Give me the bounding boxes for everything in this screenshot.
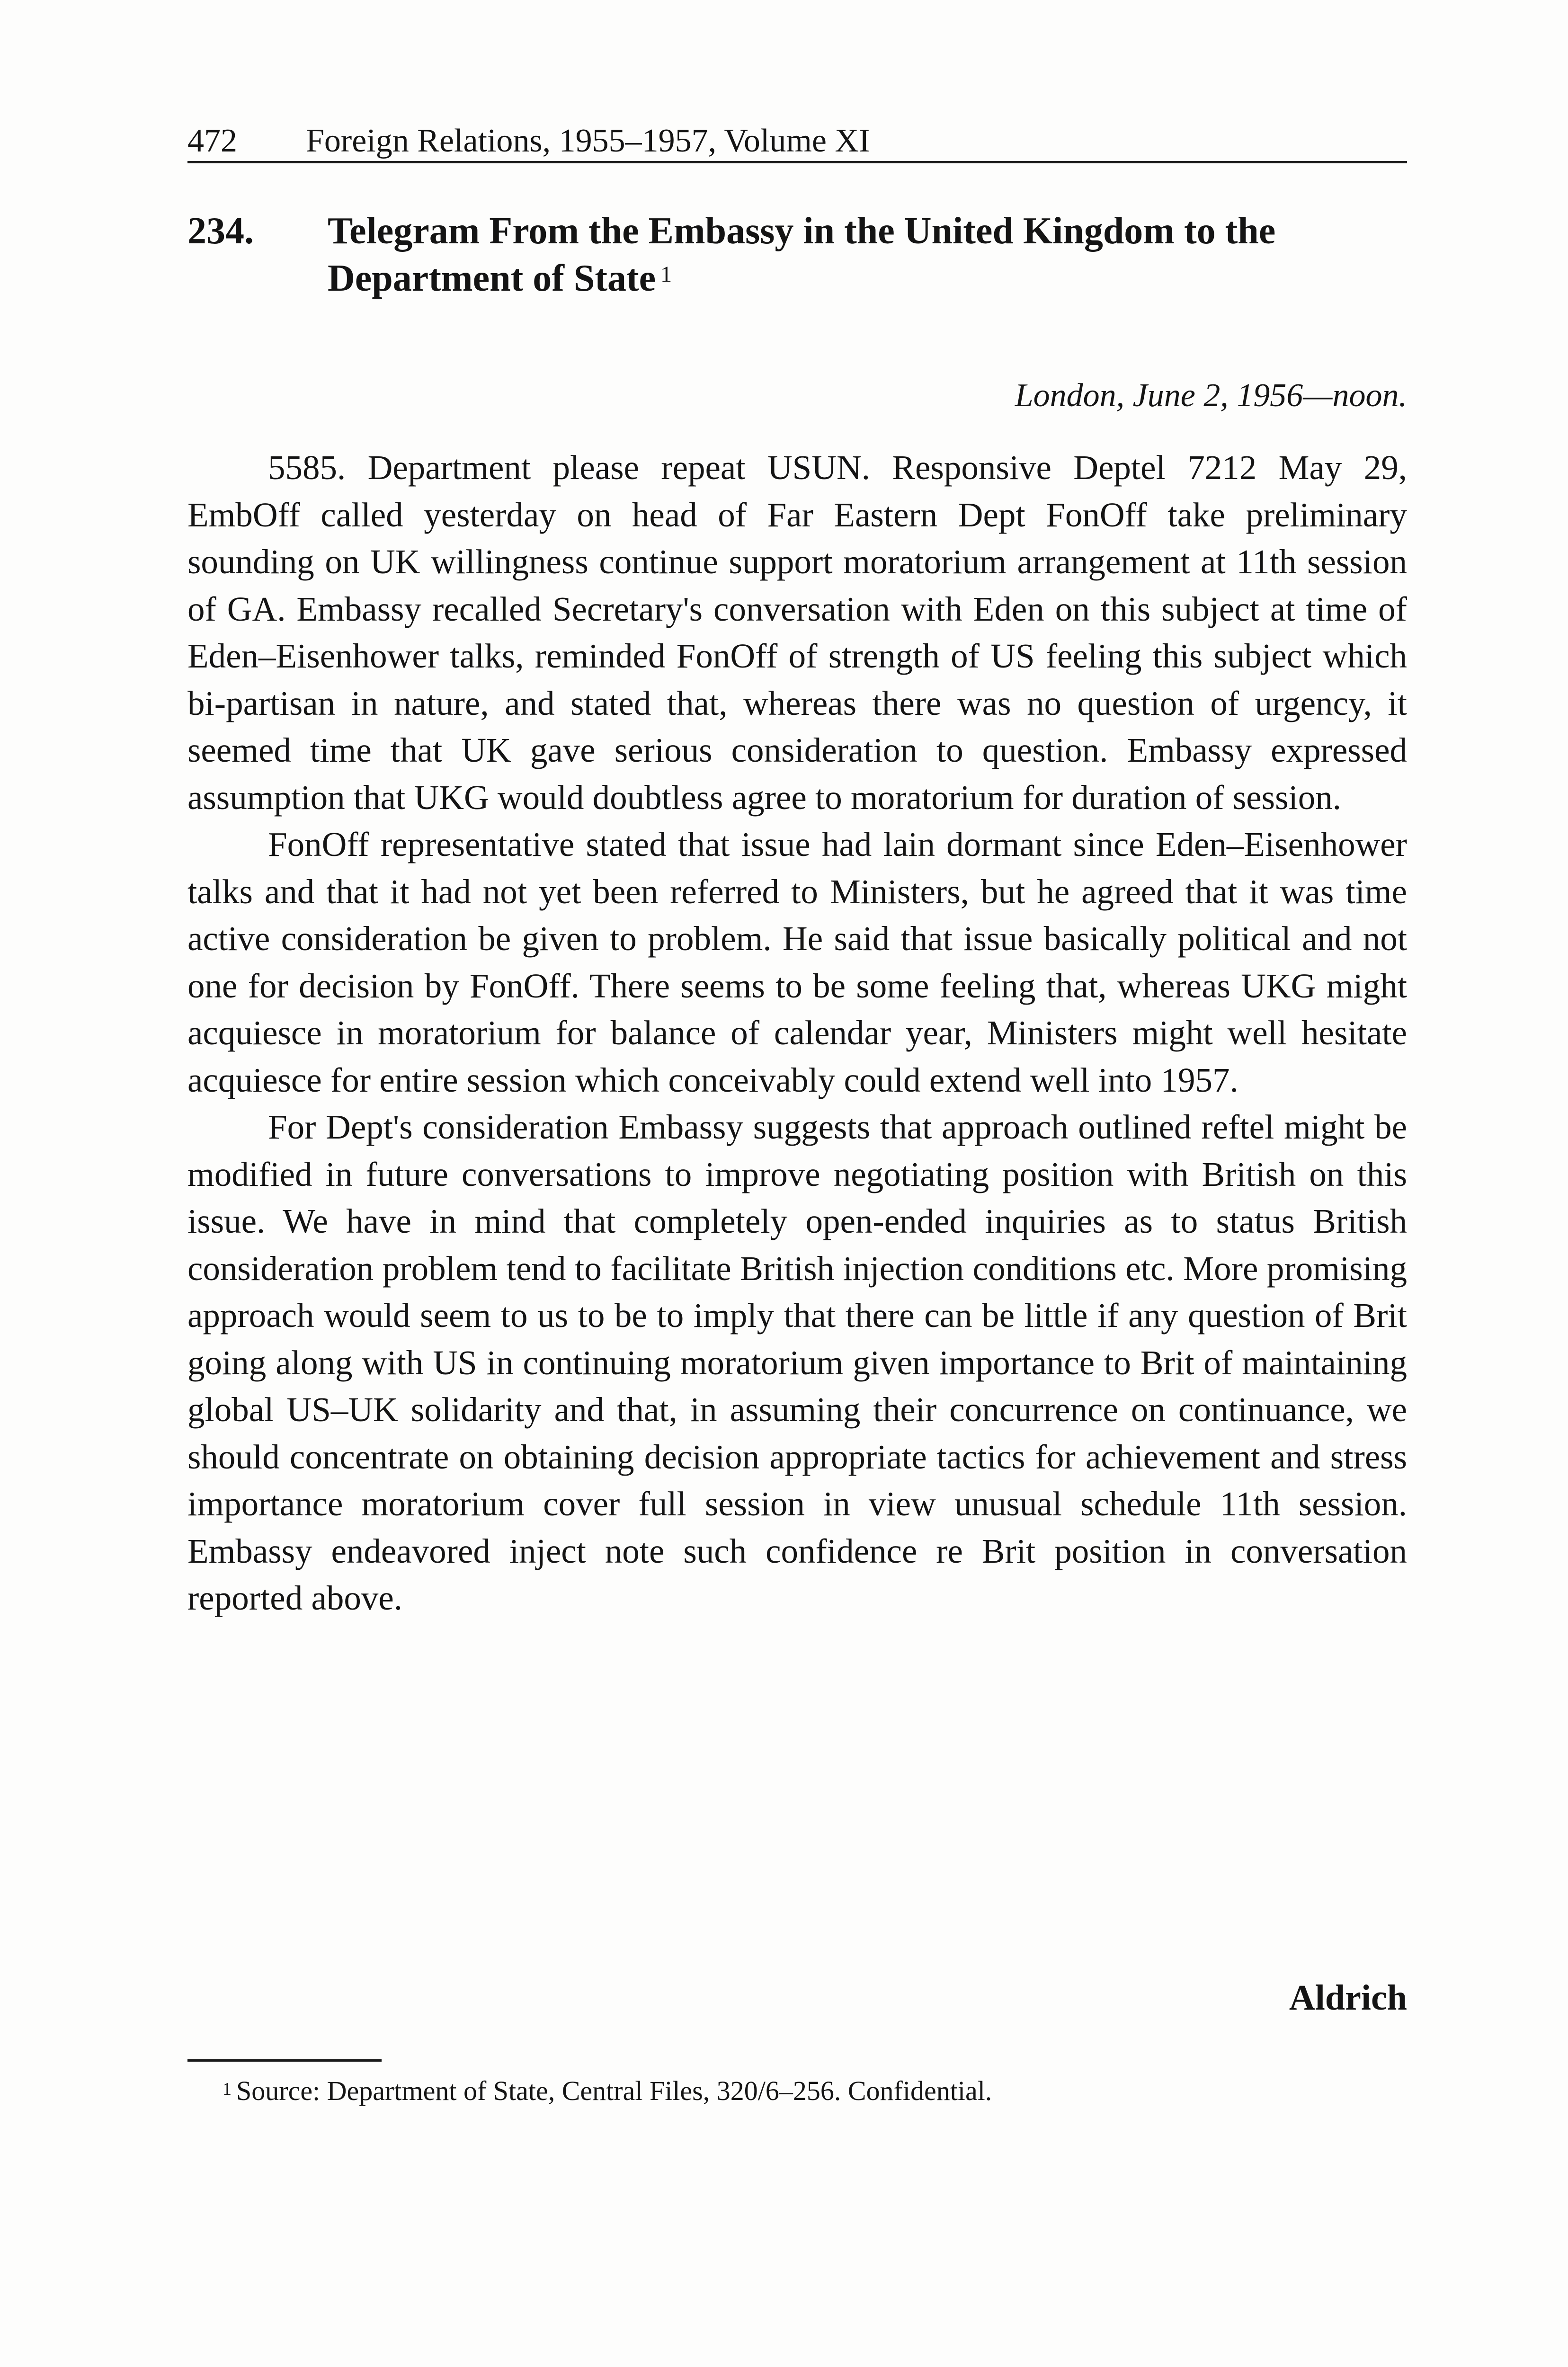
signature: Aldrich (1289, 1978, 1407, 2018)
body-paragraph: For Dept's consideration Embassy suggests that approach outlined reftel might be modified in future conversations to improve negotiating position with British on this issue. We have in mind that completely open-ended inquiries as to status British consideration problem tend to facilitate British injection conditions etc. More promising approach would seem to us to be to imply that there can be little if any question of Brit going along with US in continuing moratorium given importance to Brit of maintaining global US–UK solidarity and that, in assuming their concurrence on continuance, we should concentrate on obtaining decision appropriate tactics for achievement and stress importance moratorium cover full session in view unusual schedule 11th session. Embassy endeavored inject note such confidence re Brit position in conversation reported above. (187, 1108, 1407, 1617)
document-title-text: Telegram From the Embassy in the United Kingdom to the Department of State (328, 210, 1276, 299)
telegram-body (187, 444, 1407, 1622)
running-header (187, 118, 1407, 164)
footnote-text: Source: Department of State, Central Files, 320/6–256. Confidential. (236, 2075, 992, 2106)
running-title: Foreign Relations, 1955–1957, Volume XI (306, 123, 870, 159)
footnote-reference: 1 (660, 262, 672, 287)
page-number: 472 (187, 123, 237, 159)
header-rule (187, 161, 1407, 163)
footnote-rule (187, 2059, 382, 2062)
body-paragraph: FonOff representative stated that issue had lain dormant since Eden–Eisenhower talks and that it had not yet been referred to Ministers, but he agreed that it was time active consideration be given to problem. He said that issue basically political and not one for decision by FonOff. There seems to be some feeling that, whereas UKG might acquiesce in moratorium for balance of calendar year, Ministers might well hesitate acquiesce for entire session which conceivably could extend well into 1957. (187, 825, 1407, 1099)
body-paragraph: 5585. Department please repeat USUN. Responsive Deptel 7212 May 29, EmbOff called yesterday on head of Far Eastern Dept FonOff take preliminary sounding on UK willingness continue support moratorium arrangement at 11th session of GA. Embassy recalled Secretary's conversation with Eden on this subject at time of Eden–Eisenhower talks, reminded FonOff of strength of US feeling this subject which bi-partisan in nature, and stated that, whereas there was no question of urgency, it seemed time that UK gave serious consideration to question. Embassy expressed assumption that UKG would doubtless agree to moratorium for duration of session. (187, 448, 1407, 817)
document-title (328, 207, 1417, 302)
document-number: 234. (187, 210, 254, 252)
footnote-marker: 1 (223, 2079, 232, 2099)
footnote (223, 2070, 992, 2112)
dateline: London, June 2, 1956—noon. (1015, 377, 1407, 414)
